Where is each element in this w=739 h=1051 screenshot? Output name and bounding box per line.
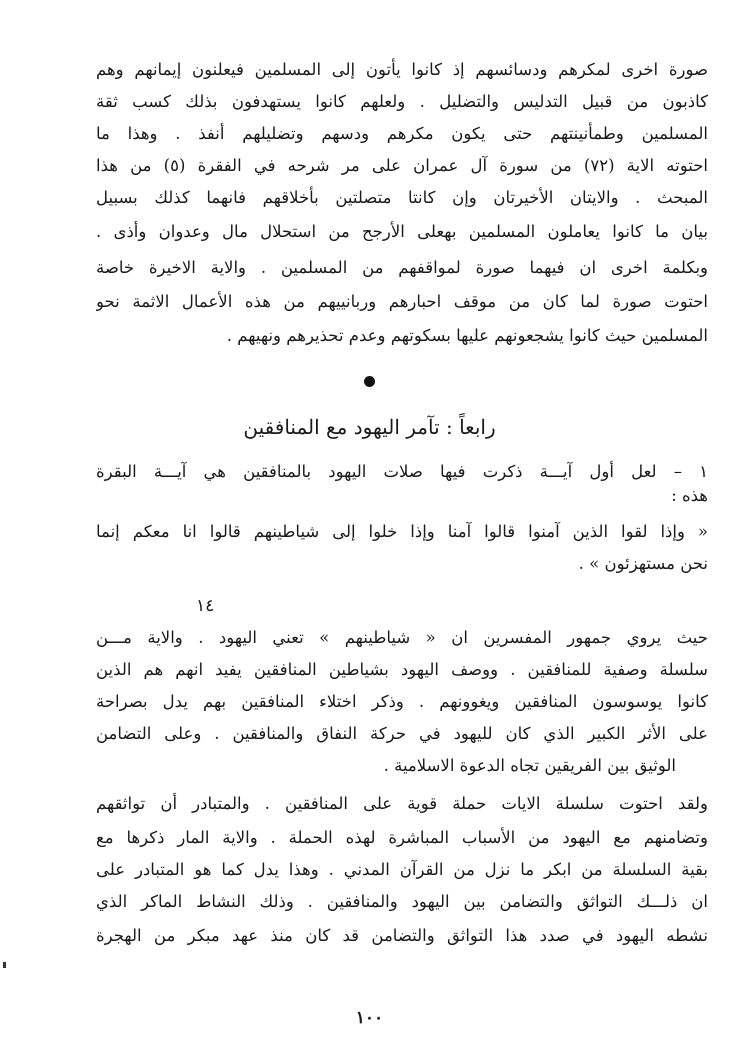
text-line: بيان ما كانوا يعاملون المسلمين بهعلى الأرجح من استحلال مال وعدوان وأذى .	[96, 222, 708, 241]
text-line: ولقد احتوت سلسلة الايات حملة قوية على المنافقين . والمتبادر أن تواثقهم	[96, 794, 708, 813]
text-line: سلسلة وصفية للمنافقين . ووصف اليهود بشياطين المنافقين يفيد انهم هم الذين	[96, 660, 708, 679]
text-line: حيث يروي جمهور المفسرين ان « شياطينهم » تعني اليهود . والاية مـــن	[96, 628, 708, 647]
text-line: احتوته الاية (٧٢) من سورة آل عمران على مر شرحه في الفقرة (٥) من هذا	[96, 156, 708, 175]
text-line: كاذبون من قبيل التدليس والتضليل . ولعلهم كانوا يستهدفون بذلك كسب ثقة	[96, 92, 708, 111]
scan-edge-mark	[3, 962, 6, 968]
section-divider-dot	[364, 376, 375, 387]
text-line: وبكلمة اخرى ان فيهما صورة لمواقفهم من المسلمين . والاية الاخيرة خاصة	[96, 258, 708, 277]
text-line: هذه :	[671, 486, 708, 505]
text-line: ١ – لعل أول آيـــة ذكرت فيها صلات اليهود بالمنافقين هي آيـــة البقرة	[96, 462, 708, 481]
quote-line: نحن مستهزئون » .	[578, 554, 708, 573]
section-heading: رابعاً : تآمر اليهود مع المنافقين	[243, 415, 496, 439]
quote-line: « وإذا لقوا الذين آمنوا قالوا آمنا وإذا خلوا إلى شياطينهم قالوا انا معكم إنما	[96, 522, 708, 541]
text-line: المبحث . والايتان الأخيرتان وإن كانتا متصلتين بأخلاقهم فانهما كذلك بسبيل	[96, 188, 708, 207]
text-line: المسلمين وطمأنينتهم حتى يكون مكرهم ودسهم وتضليلهم أنفذ . وهذا ما	[96, 124, 708, 143]
text-line: نشطه اليهود في صدد هذا التواثق والتضامن قد كان منذ عهد مبكر من الهجرة	[96, 926, 708, 945]
text-line: احتوت صورة لما كان من موقف احبارهم وربانييهم من هذه الأعمال الاثمة نحو	[96, 292, 708, 311]
page-number: ١٠٠	[355, 1008, 384, 1028]
text-line: بقية السلسلة من ابكر ما نزل من القرآن المدني . وهذا يدل كما هو المتبادر على	[96, 860, 708, 879]
text-line: صورة اخرى لمكرهم ودسائسهم إذ كانوا يأتون إلى المسلمين فيعلنون إيمانهم وهم	[96, 60, 708, 79]
text-line: الوثيق بين الفريقين تجاه الدعوة الاسلامية .	[383, 756, 676, 775]
text-line: على الأثر الكبير الذي كان لليهود في حركة النفاق والمنافقين . وعلى التضامن	[96, 724, 708, 743]
text-line: ان ذلـــك التواثق والتضامن بين اليهود والمنافقين . وذلك النشاط الماكر الذي	[96, 892, 708, 911]
footnote-number: ١٤	[196, 596, 215, 616]
text-line: كانوا يوسوسون المنافقين ويغوونهم . وذكر اختلاء المنافقين بهم يدل بصراحة	[96, 692, 708, 711]
text-line: وتضامنهم مع اليهود من الأسباب المباشرة لهذه الحملة . والاية المار ذكرها مع	[96, 828, 708, 847]
text-line: المسلمين حيث كانوا يشجعونهم عليها بسكوتهم وعدم تحذيرهم ونهيهم .	[226, 326, 708, 345]
